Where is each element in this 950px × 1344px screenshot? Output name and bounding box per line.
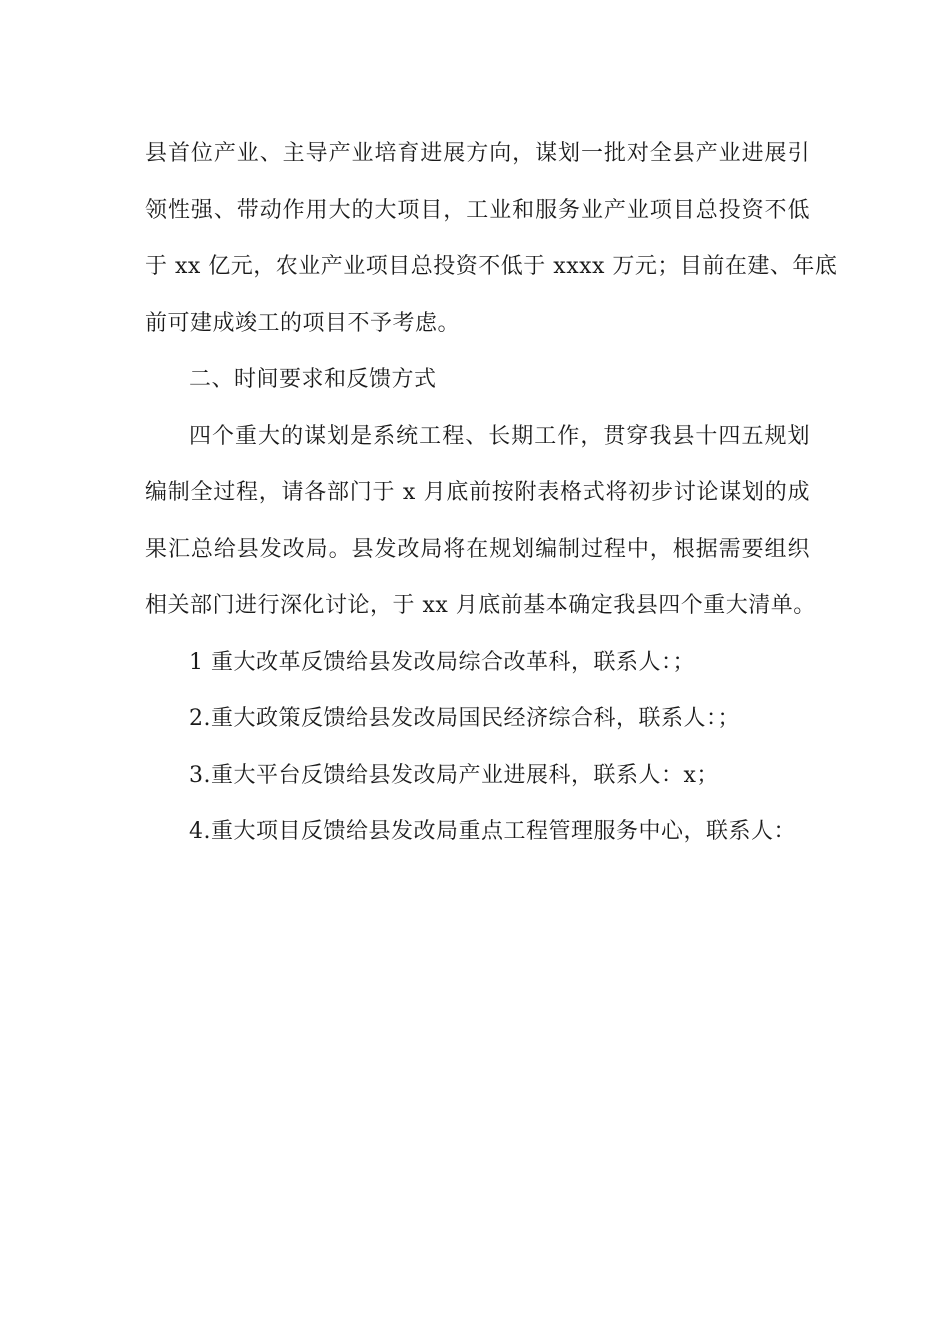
list-item: 3.重大平台反馈给县发改局产业进展科，联系人：x； [189, 762, 719, 788]
paragraph-line: 果汇总给县发改局。县发改局将在规划编制过程中，根据需要组织 [145, 536, 810, 562]
list-item: 2.重大政策反馈给县发改局国民经济综合科，联系人：； [189, 706, 740, 731]
document-body [145, 132, 838, 867]
paragraph-line: 领性强、带动作用大的大项目，工业和服务业产业项目总投资不低 [145, 197, 810, 223]
paragraph-line: 前可建成竣工的项目不予考虑。 [145, 310, 461, 336]
paragraph-line: 编制全过程，请各部门于 x 月底前按附表格式将初步讨论谋划的成 [145, 480, 810, 505]
paragraph-line: 县首位产业、主导产业培育进展方向，谋划一批对全县产业进展引 [145, 141, 810, 166]
list-item: 1 重大改革反馈给县发改局综合改革科，联系人：； [189, 649, 695, 675]
paragraph-line: 于 xx 亿元，农业产业项目总投资不低于 xxxx 万元；目前在建、年底 [145, 254, 838, 279]
paragraph-line: 四个重大的谋划是系统工程、长期工作，贯穿我县十四五规划 [189, 423, 810, 449]
section-heading: 二、时间要求和反馈方式 [189, 367, 437, 392]
paragraph-line: 相关部门进行深化讨论，于 xx 月底前基本确定我县四个重大清单。 [145, 593, 816, 618]
list-item: 4.重大项目反馈给县发改局重点工程管理服务中心，联系人： [189, 819, 796, 844]
